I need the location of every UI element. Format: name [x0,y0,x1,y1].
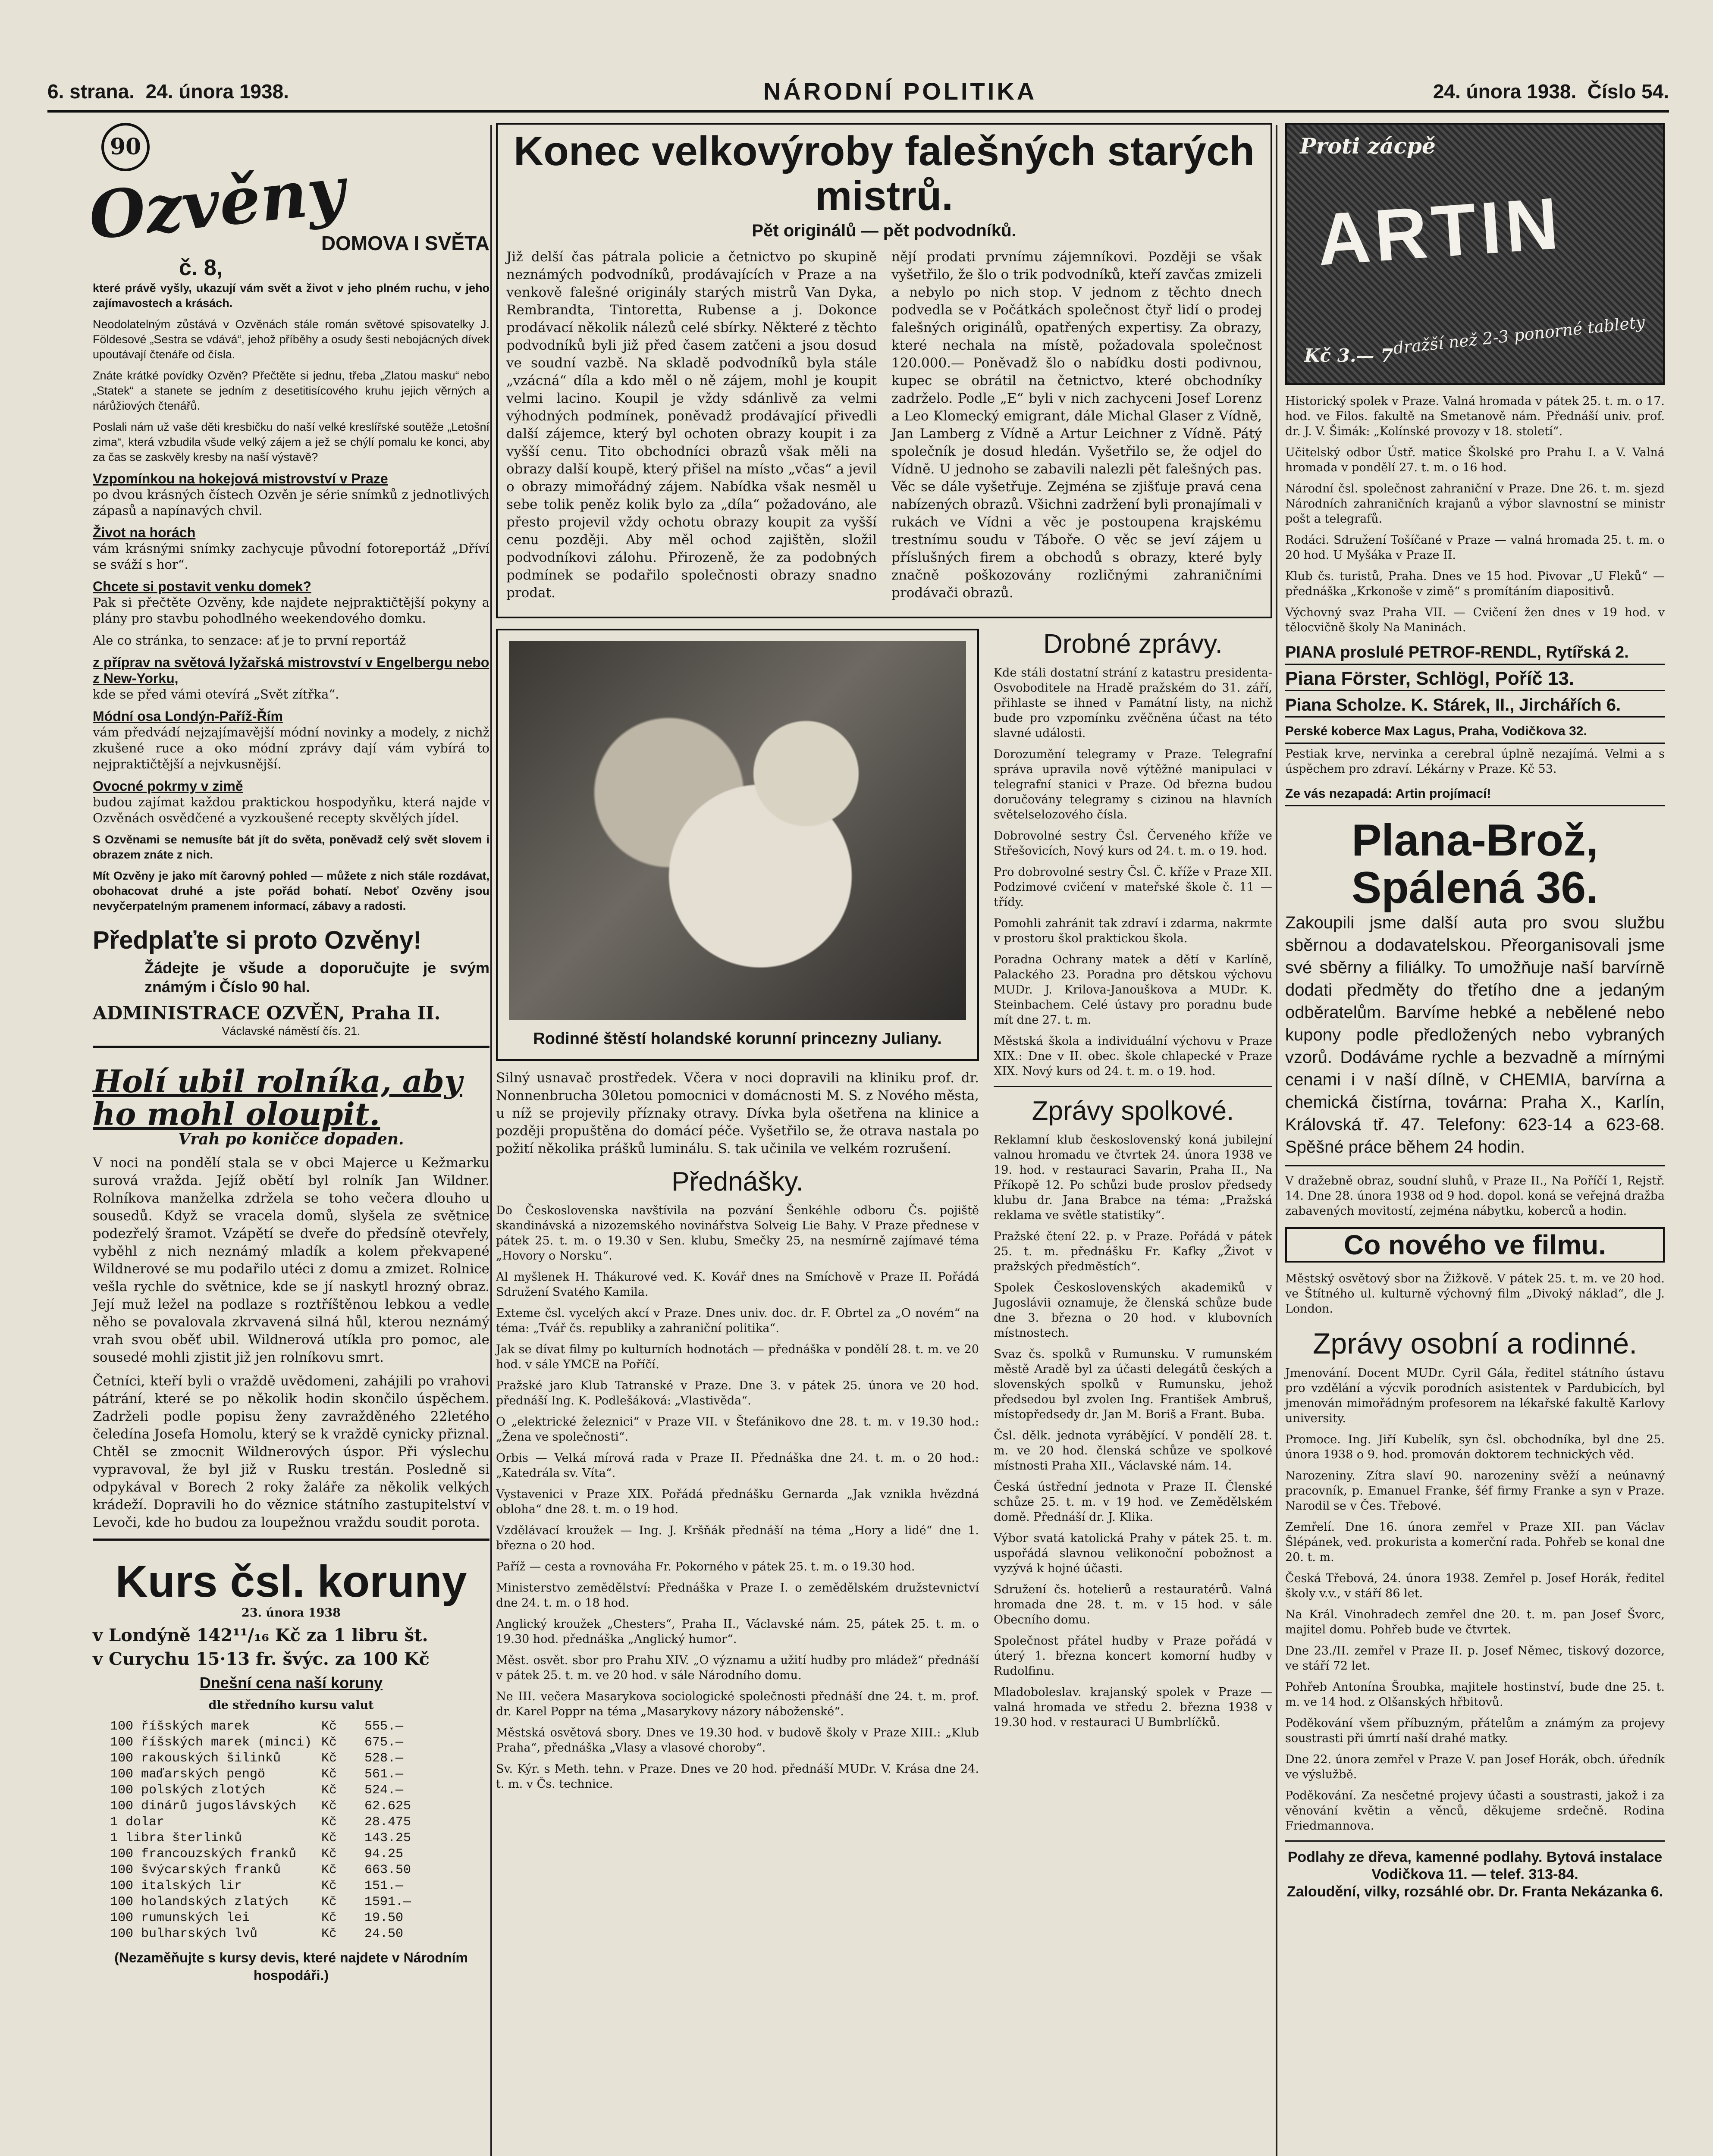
artin-tagline: Proti zácpě [1300,133,1436,159]
short-news-item: Dobrovolné sestry Čsl. Červeného kříže ve Střešovicích, Nový kurs od 24. t. m. o 19. hod. [994,829,1272,858]
bottom-ad: Podlahy ze dřeva, kamenné podlahy. Bytová instalace Vodičkova 11. — telef. 313-84. [1287,1849,1663,1883]
ozveny-paragraph: Poslali nám už vaše děti kresbičku do naší velké kreslířské soutěže „Letošní zima“, která vzbudila všude velký zájem a jež se chýlí pomalu ke konci, aby za čas se zaskvěly kresby na naší výstavě? [93,420,489,464]
issue-info: 24. února 1938. Číslo 54. [1433,80,1669,103]
rate-row: 1 libra šterlinků Kč 143.25 [110,1831,411,1846]
ozveny-item: Ale co stránka, to senzace: ať je to první reportáž [93,633,406,648]
feature-article [496,123,1272,618]
masthead [47,80,1669,113]
lecture-item: Al myšlenek H. Thákurové ved. K. Kovář dnes na Smíchově v Praze II. Pořádá Sdružení Svatého Kamila. [496,1270,979,1299]
article-subtitle: Vrah po koničce dopaden. [178,1130,404,1148]
personal-news-item: Na Král. Vinohradech zemřel dne 20. t. m. pan Josef Švorc, majitel domu. Pohřeb bude ve čtvrtek. [1285,1608,1665,1636]
film-notice: Městský osvětový sbor na Žižkově. V pátek 25. t. m. ve 20 hod. ve Štítného ul. kulturně výchovný film „Divoký náklad“, dle J. London. [1285,1272,1665,1316]
ozveny-paragraph: Znáte krátké povídky Ozvěn? Přečtěte si jednu, třeba „Zlatou masku“ nebo „Statek“ a stanete se jedním z desetitisícového kruhu jejich věrných a nárůžiových čtenářů. [93,369,489,412]
divider [1285,1165,1665,1166]
crime-article [93,1065,489,1532]
ozveny-logo: Ozvěny [85,152,348,254]
short-news-item: Pomohli zahránit tak zdraví i zdarma, nakrmte v prostoru škol praktickou škola. [994,917,1272,945]
lecture-item: O „elektrické železnici“ v Praze VII. v Štefánikovo dne 28. t. m. v 19.30 hod.: „Žena ve společnosti“. [496,1415,979,1444]
artin-logo: ARTIN [1315,182,1566,281]
personal-news-item: Zemřelí. Dne 16. února zemřel v Praze XII. pan Václav Šlépánek, ved. prokurista a komerční rada. Pohřeb se konal dne 20. t. m. [1285,1520,1665,1564]
carpet-ad: Perské koberce Max Lagus, Praha, Vodičkova 32. [1285,720,1665,744]
photo-caption: Rodinné štěstí holandské korunní princezny Juliany. [533,1030,942,1048]
column-rule [1276,125,1277,2156]
ozveny-item: z příprav na světová lyžařská mistrovství v Engelbergu nebo z New-Yorku, kde se před vámi otevírá „Svět zítřka“. [93,655,489,702]
article-body: V noci na pondělí stala se v obci Majerce u Kežmarku surová vražda. Jejíž obětí byl rolník Jan Wildner. Rolníkova manželka zdržela se toho večera dlouho u sousedů. Když se vracela domů, slyšela ze světnice podezřelý šramot. Vzápětí se dveře do předsíně otevřely, vyběhl z nich neznámý mladík a kolem překvapené Wildnerové se mu podařilo utéci z domu a zmizet. Rolnice vešla rychle do světnice, kde se jí naskytl hrozný obraz. Její muž ležel na podlaze s roztříštěnou lebkou a vedle něho se povalovala zkrvavená silná hůl, kterou neznámý vrah svou oběť ubil. Wildnerová utíkla pro pomoc, ale sousedé mohli zjistit již jen rolníkovu smrt. [93,1155,489,1365]
rate-row: 100 italských lir Kč 151.— [110,1879,404,1893]
divider [1285,1840,1665,1842]
ozveny-number: č. 8, [179,255,223,280]
piano-ad: Piana Förster, Schlögl, Poříč 13. [1285,667,1665,691]
middle-left-stack [496,629,979,1798]
personal-news-item: Poděkování všem příbuzným, přátelům a známým za projevy soustrasti při úmrtí naší drahé matky. [1285,1717,1665,1745]
piano-ad: Piana Scholze. K. Stárek, II., Jirchářích 6. [1285,694,1665,718]
section-title-club-news: Zprávy spolkové. [1032,1096,1234,1126]
administration: ADMINISTRACE OZVĚN, Praha II. [93,1003,441,1024]
feature-title: Konec velkovýroby falešných starých mistrů. [513,128,1255,219]
ozveny-paragraph: S Ozvěnami se nemusíte bát jít do světa, poněvadž celý svět slovem i obrazem znáte z nich. [93,833,489,861]
club-news-item: Čsl. dělk. jednota vyrábějící. V pondělí 28. t. m. ve 20 hod. členská schůze ve spolkové místnosti Praha XII., Václavské nám. 14. [994,1429,1272,1473]
photo-box [496,629,979,1061]
short-news-item: Kde stáli dostatní strání z katastru presidenta-Osvoboditele na Hradě pražském do 31. září, přihlaste se ihned v Památní listy, na nichž bude pro vzpomínku zvěčněna účast na této slavné události. [994,666,1272,740]
club-news-item: Svaz čs. spolků v Rumunsku. V rumunském městě Aradě byl za účasti delegátů českých a slovenských spolků v Rumunsku, jehož předsedou byl zvolen Ing. František Ambruš, místopředsedy dr. Jan M. Boriš a Frant. Buba. [994,1348,1272,1421]
rates-table [110,1719,489,1942]
column-right [1285,123,1665,1900]
divider [93,1046,489,1048]
notice: Národní čsl. společnost zahraniční v Praze. Dne 26. t. m. sjezd Národních zahraničních krajanů a výbor slavnostní se ministr pošt a telegrafů. [1285,482,1665,526]
lecture-item: Ministerstvo zemědělství: Přednáška v Praze I. o zemědělském družstevnictví dne 24. t. m. o 18 hod. [496,1581,979,1610]
rate-row: 100 rumunských lei Kč 19.50 [110,1911,404,1925]
notice: Pestiak krve, nervinka a cerebral úplně nezajímá. Velmi a s úspěchem pro zdraví. Lékárny v Praze. Kč 53. [1285,747,1665,776]
personal-news-item: Dne 23./II. zemřel v Praze II. p. Josef Němec, tiskový dozorce, ve stáří 72 let. [1285,1644,1665,1673]
lecture-item: Ne III. večera Masarykova sociologické společnosti přednáší dne 24. t. m. prof. dr. Karel Poppr na téma „Masarykovy názory náboženské“. [496,1690,979,1718]
piano-ad: PIANA proslulé PETROF-RENDL, Rytířská 2. [1285,641,1665,665]
section-title-lectures: Přednášky. [671,1167,803,1197]
personal-news-title: Zprávy osobní a rodinné. [1312,1327,1638,1360]
rates-subtitle-2: dle středního kursu valut [208,1698,374,1712]
rate-row: 100 polských zlotých Kč 524.— [110,1783,404,1798]
artin-line: Ze vás nezapadá: Artin projímací! [1285,783,1665,806]
club-news-item: Reklamní klub československý koná jubilejní valnou hromadu ve čtvrtek 24. února 1938 ve 19. hod. v restauraci Savarin, Praha II., Na Příkopě 12. Po schůzi bude proslov předsedy klubu dr. Jana Brabce na téma: „Pražská reklama ve světle statistiky“. [994,1133,1272,1222]
artin-ad [1285,123,1665,385]
film-section-title: Co nového ve filmu. [1285,1227,1665,1263]
news-item: Silný usnavač prostředek. Včera v noci dopravili na kliniku prof. dr. Nonnenbrucha 30letou pomocnici v domácnosti M. S. z Nového města, u níž se projevily příznaky otravy. Dívka byla ošetřena na klinice a později propuštěna do domácí péče. Vyšetřilo se, že otrava nastala po požití několika prášků luminálu. S. tak učinila ve velkém rozrušení. [496,1070,979,1156]
lecture-item: Orbis — Velká mírová rada v Praze II. Přednáška dne 24. t. m. o 20 hod.: „Katedrála sv. Víta“. [496,1451,979,1480]
rate-row: 100 říšských marek (minci) Kč 675.— [110,1735,404,1750]
rate-row: 100 říšských marek Kč 555.— [110,1719,404,1734]
lecture-item: Sv. Kýr. s Meth. tehn. v Praze. Dnes ve 20 hod. přednáší MUDr. V. Krása dne 24. t. m. v Čs. technice. [496,1762,979,1791]
rate-row: 100 holandských zlatých Kč 1591.— [110,1895,411,1909]
divider [93,1539,489,1541]
lecture-item: Pražské jaro Klub Tatranské v Praze. Dne 3. v pátek 25. února ve 20 hod. přednáší Ing. K. Podlešáková: „Vlastivěda“. [496,1379,979,1407]
ozveny-paragraph: Mít Ozvěny je jako mít čarovný pohled — můžete z nich stále rozdávat, obohacovat druhé a jste pořád bohatí. Neboť Ozvěny jsou nevyčerpatelným pramenem informací, zábavy a radosti. [93,869,489,912]
lecture-item: Jak se dívat filmy po kulturních hodnotách — přednáška v pondělí 28. t. m. ve 20 hod. v sále YMCE na Poříčí. [496,1343,979,1371]
personal-news-item: Jmenování. Docent MUDr. Cyril Gála, ředitel státního ústavu pro vzdělání a výcvik porodních asistentek v Pardubicích, byl jmenován mimořádným profesorem na lékařské fakultě Karlovy university. [1285,1366,1665,1425]
family-photo [509,641,966,1020]
rate-row: 100 francouzských franků Kč 94.25 [110,1847,404,1861]
divider [994,1086,1272,1087]
lecture-item: Exteme čsl. vycelých akcí v Praze. Dnes univ. doc. dr. F. Obrtel za „O novém“ na téma: „Tvář čs. republiky a zahraniční politika“. [496,1307,979,1335]
ozveny-item: Ovocné pokrmy v zimě budou zajímat každou praktickou hospodyňku, která najde v Ozvěnách osvědčené a vyzkoušené recepty skvělých jídel. [93,778,489,825]
subscribe-heading: Předplaťte si proto Ozvěny! [93,926,422,954]
lecture-item: Vzdělávací kroužek — Ing. J. Kršňák přednáší na téma „Hory a lidé“ dne 1. března o 20 hod. [496,1524,979,1552]
ozveny-ad [85,123,489,1039]
personal-news-item: Narozeniny. Zítra slaví 90. narozeniny svěží a neúnavný pracovník, p. Emanuel Franke, šéf firmy Franke a syn v Praze. Narodil se v Čes. Třebové. [1285,1469,1665,1513]
notice: Rodáci. Sdružení Tošíčané v Praze — valná hromada 25. t. m. o 20 hod. U Myšáka v Praze II. [1285,533,1665,562]
price-badge: 90 [101,123,150,171]
lecture-item: Městská osvětová sbory. Dnes ve 19.30 hod. v budově školy v Praze XIII.: „Klub Praha“, přednáška „Vlasy a vlasové choroby“. [496,1726,979,1755]
rate-london: v Londýně 142¹¹/₁₆ Kč za 1 libru št. [93,1625,428,1645]
lecture-item: Vystavenici v Praze XIX. Pořádá přednášku Gernarda „Jak vznikla hvězdná obloha“ dne 28. t. m. o 19 hod. [496,1488,979,1516]
feature-subtitle: Pět originálů — pět podvodníků. [752,221,1017,240]
artin-note: dražší než 2-3 ponorné tablety [1392,312,1646,358]
artin-price: Kč 3.— 7 [1304,345,1393,366]
section-title-short-news: Drobné zprávy. [1043,629,1223,659]
ozveny-item: Vzpomínkou na hokejová mistrovství v Praze po dvou krásných čístech Ozvěn je série snímků z jednotlivých zápasů a napínavých chvil. [93,471,489,518]
ozveny-item: Život na horách vám krásnými snímky zachycuje původní fotoreportáž „Dříví se sváží s hor“. [93,525,489,572]
notice: Historický spolek v Praze. Valná hromada v pátek 25. t. m. o 17. hod. ve Filos. fakultě na Smetanově nám. Přednáší univ. prof. dr. J. V. Šimák: „Kolínské provozy v 18. století“. [1285,395,1665,438]
exchange-rates [93,1558,489,1984]
club-news-item: Sdružení čs. hotelierů a restauratérů. Valná hromada dne 28. t. m. v 15 hod. v sále Obecního domu. [994,1583,1272,1626]
club-news-item: Česká ústřední jednota v Praze II. Členské schůze 25. t. m. v 19 hod. ve Zemědělském domě. Přednáší dr. J. Klika. [994,1480,1272,1524]
lecture-item: Anglický kroužek „Chesters“, Praha II., Václavské nám. 25, pátek 25. t. m. o 19.30 hod. přednáška „Anglický humor“. [496,1617,979,1646]
rates-title: Kurs čsl. koruny [115,1557,467,1607]
masthead-title: NÁRODNÍ POLITIKA [763,78,1037,105]
club-news-item: Výbor svatá katolická Prahy v pátek 25. t. m. uspořádá slavnou velikonoční pobožnost a vyzývá k hojné účasti. [994,1532,1272,1575]
rate-row: 100 maďarských pengö Kč 561.— [110,1767,404,1782]
club-news-item: Mladoboleslav. krajanský spolek v Praze — valná hromada ve středu 2. března 1938 v 19.30 hod. v restauraci U Bumbrlíčků. [994,1686,1272,1729]
column-left [85,123,489,1990]
short-news-item: Dorozumění telegramy v Praze. Telegrafní správa upravila nově výtěžné manipulaci v telegrafní stanici v Praze. Od března budou doručovány telegramy s cizinou na hlavních světelselozového čísla. [994,748,1272,821]
rates-date: 23. února 1938 [242,1606,341,1620]
rate-row: 100 bulharských lvů Kč 24.50 [110,1927,404,1941]
personal-news-item: Poděkování. Za nesčetné projevy účasti a soustrasti, jakož i za věnování květin a věnců, děkujeme srdečně. Rodina Friedmannova. [1285,1789,1665,1833]
lecture-item: Měst. osvět. sbor pro Prahu XIV. „O významu a užití hudby pro mládež“ přednáší v pátek 25. t. m. ve 20 hod. v sále Národního domu. [496,1654,979,1682]
ozveny-item: Módní osa Londýn-Paříž-Řím vám předvádí nejzajímavější módní novinky a modely, z nichž zkušené ruce a oko módní zprávy dají vám vybírá to nejpraktičtější a nejvkusnější. [93,708,489,771]
short-news-item: Městská škola a individuální výchovu v Praze XIX.: Dne v II. obec. škole chlapecké v Praze XIX. Nový kurs od 24. t. m. o 19. hod. [994,1034,1272,1078]
short-news-item: Poradna Ochrany matek a dětí v Karlíně, Palackého 23. Poradna pro dětskou výchovu MUDr. J. Krilova-Janouškova a MUDr. K. Steinbachem. Celé ústavy pro poradnu bude mít dne 27. t. m. [994,953,1272,1027]
page-info: 6. strana. 24. února 1938. [47,80,289,103]
personal-news-item: Dne 22. února zemřel v Praze V. pan Josef Horák, obch. úředník ve výslužbě. [1285,1753,1665,1781]
personal-news-item: Promoce. Ing. Jiří Kubelík, syn čsl. obchodníka, byl dne 25. února 1938 o 9. hod. promován doktorem technických věd. [1285,1433,1665,1461]
notice: V dražebně obraz, soudní sluhů, v Praze II., Na Poříčí 1, Rejstř. 14. Dne 28. února 1938 od 9 hod. dopol. koná se veřejná dražba zabavených movitostí, zejména nábytku, koberců a hodin. [1285,1174,1665,1218]
feature-body [506,248,1262,608]
plana-broz-text: Zakoupili jsme další auta pro svou službu sběrnou a dodavatelskou. Přeorganisovali jsme své sběrny a filiálky. To umožňuje naší barvírně dodati předměty do třetího dne a jedaným odběratelům. Barvíme hebké a nebělené nebo kupony podle předložených nebo vybraných vzorů. Dodáváme rychle a bezvadně a mírnými cenami i v naší dílně, v CHEMIA, barvírna a chemická čistírna, továrna: Praha X., Karlín, Královská tř. 47. Telefony: 623-14 a 623-68. Spěšné práce během 24 hodin. [1285,913,1665,1156]
rates-note: (Nezaměňujte s kursy devis, které najdete v Národním hospodáři.) [114,1950,468,1983]
club-news-item: Pražské čtení 22. p. v Praze. Pořádá v pátek 25. t. m. přednášku Fr. Kafky „Život v pražských předměstích“. [994,1230,1272,1273]
personal-news-item: Česká Třebová, 24. února 1938. Zemřel p. Josef Horák, ředitel školy v.v., v stáří 86 let. [1285,1572,1665,1600]
club-news-item: Spolek Československých akademiků v Jugoslávii oznamuje, že členská schůze bude dne 3. března o 20 hod. v klubovních místnostech. [994,1281,1272,1340]
column-rule [490,125,492,2156]
ozveny-subtitle: DOMOVA I SVĚTA [321,232,489,254]
subscribe-text: Žádejte je všude a doporučujte je svým známým i Číslo 90 hal. [144,959,489,996]
article-body: Četníci, kteří byli o vraždě uvědomeni, zahájili po vrahovi pátrání, které se po několik hodin skončilo úspěchem. Zadrželi podle popisu ženy zavražděného 22letého čeledína Josefa Homolu, který se k vraždě cynicky přiznal. Chtěl se zmocnit Wildnerových úspor. Při výslechu vypravoval, že byl již v Rusku trestán. Posledně si odpykával v Borech 2 roky žaláře za několik velkých krádeží. Dopravili ho do věznice státního zastupitelství v Levoči, kde ho budou za loupežnou vraždu soudit porota. [93,1373,489,1530]
administration-address: Václavské náměstí čís. 21. [222,1025,361,1037]
ozveny-item: Chcete si postavit venku domek? Pak si přečtěte Ozvěny, kde najdete nejpraktičtější pokyny a plány pro stavbu pohodlného weekendového domku. [93,579,489,626]
plana-broz-title: Plana-Brož, Spálená 36. [1351,815,1599,913]
rate-row: 100 dinárů jugoslávských Kč 62.625 [110,1799,411,1814]
notice: Klub čs. turistů, Praha. Dnes ve 15 hod. Pivovar „U Fleků“ — přednáška „Krkonoše v zimě“ s promítáním diapositivů. [1285,570,1665,598]
rate-row: 100 rakouských šilinků Kč 528.— [110,1751,404,1766]
feature-text-left: Již delší čas pátrala policie a četnictvo po skupině neznámých podvodníků, prodávajících v Praze a na venkově falešné originály starých mistrů Van Dyka, Rembrandta, Tintoretta, Rubense a j. Dokonce prodávací několik nálezů celé sbírky. Některé z těchto podvodníků byli již před časem zatčeni a jsou dosud ve soudní vazbě. Na skladě podvodníků byla stále „vzácná“ díla a kdo měl o ně zájem, mohl je koupit velmi lacino. Koupil je vždy sdánlivě za velmi výhodných podmínek, poněvadž prodávající přivedli další zájemce, který byl ochoten obrazy koupit i za vyšší cenu. Tito obchodníci obrazů však měli na obrazy další koupě, který přišel na místo „včas“ a jevil o obrazy mimořádný zájem. Nabídka však nesměl u sebe tolik peněz kolik bylo za „díla“ požadováno, ale přesto projevil vždy ochotu obrazy koupit za vyšší cenu později. Aby měl ochod zajištěn, složil podvodníkovi zálohu. Přirozeně, že za podobných podmínek se podařilo společnosti obrazy snadno prodat. [506,249,877,601]
bottom-ad: Zaloudění, vilky, rozsáhlé obr. Dr. Franta Nekázanka 6. [1286,1883,1663,1900]
article-title: Holí ubil rolníka, aby ho mohl oloupit. [93,1063,462,1132]
club-news-item: Společnost přátel hudby v Praze pořádá v úterý 1. března koncert komorní hudby v Rudolfinu. [994,1634,1272,1678]
column-middle [496,123,1272,1798]
personal-news-item: Pohřeb Antonína Šroubka, majitele hostinství, bude dne 25. t. m. ve 14 hod. z Olšanských hřbitovů. [1285,1680,1665,1709]
rate-zurich: v Curychu 15·13 fr. švýc. za 100 Kč [93,1649,430,1669]
feature-text-right: nějí prodati prvnímu zájemníkovi. Později se však vyšetřilo, že šlo o trik podvodníků, kteří zavčas zmizeli a nebylo po nich stop. V jednom z těchto dnech podvedla se v Počátkách společnost čtyř lidí o prodej falešných originálů, opatřených expertisy. Za obrazy, které nechala na místě, požadovala společnost 120.000.— Poněvadž šlo o nabídku dosti podivnou, kupec se obrátil na četnictvo, které obchodníky zadrželo. Podle „E“ byli v nich zachyceni Josef Lorenz a Leo Klomecký emigrant, dále Michal Glaser z Vídně, Jan Lamberg z Vídně a Artur Leichner z Vídně. Pátý společník je dosud hledán. Vyšetřilo se, že odjel do Vídně. U jednoho se zabavili nalezli pět falešných pas. Věc se dále vyšetřuje. Zejména se zjišťuje pravá cena nabízených obrazů. Všichni zadržení byli pronajímali v rukách ve Vídni a věc je postoupena krajskému trestnímu soudu v Táboře. O věc se jeví zájem u příslušných firem a obchodů s obrazy, které byly značně poškozovány rozličnými zahraničními prodávači obrazů. [891,249,1262,601]
ozveny-paragraph: Neodolatelným zůstává v Ozvěnách stále román světové spisovatelky J. Földesové „Sestra se vdává“, jehož příběhy a osudy šesti nebojácných dívek upoutávají čtenáře od čísla. [93,318,489,361]
notice: Učitelský odbor Ústř. matice Školské pro Prahu I. a V. Valná hromada v pondělí 27. t. m. o 16 hod. [1285,446,1665,474]
middle-lower [496,629,1272,1798]
rate-row: 1 dolar Kč 28.475 [110,1815,411,1830]
lecture-item: Paříž — cesta a rovnováha Fr. Pokorného v pátek 25. t. m. o 19.30 hod. [496,1560,915,1573]
lecture-item: Do Československa navštívila na pozvání Šenkéhle odboru Čs. pojiště skandinávská a nizozemského novinářstva Solveig Lie Bahy. V Praze přednese v pátek 25. t. m. o 19.30 v Sen. klubu, Smečky 25, na nesmírně zajímavé téma „Hovory o Norsku“. [496,1204,979,1263]
rates-subtitle: Dnešní cena naší koruny [199,1674,383,1692]
short-news-item: Pro dobrovolné sestry Čsl. Č. kříže v Praze XII. Podzimové cvičení v mateřské škole č. 11 — třídy. [994,865,1272,909]
rate-row: 100 švýcarských franků Kč 663.50 [110,1863,411,1877]
middle-right-stack [994,629,1272,1798]
ozveny-intro: které právě vyšly, ukazují vám svět a život v jeho plném ruchu, v jeho zajímavostech a krásách. [93,282,489,310]
notice: Výchovný svaz Praha VII. — Cvičení žen dnes v 19 hod. v tělocvičně školy Na Maninách. [1285,606,1665,634]
